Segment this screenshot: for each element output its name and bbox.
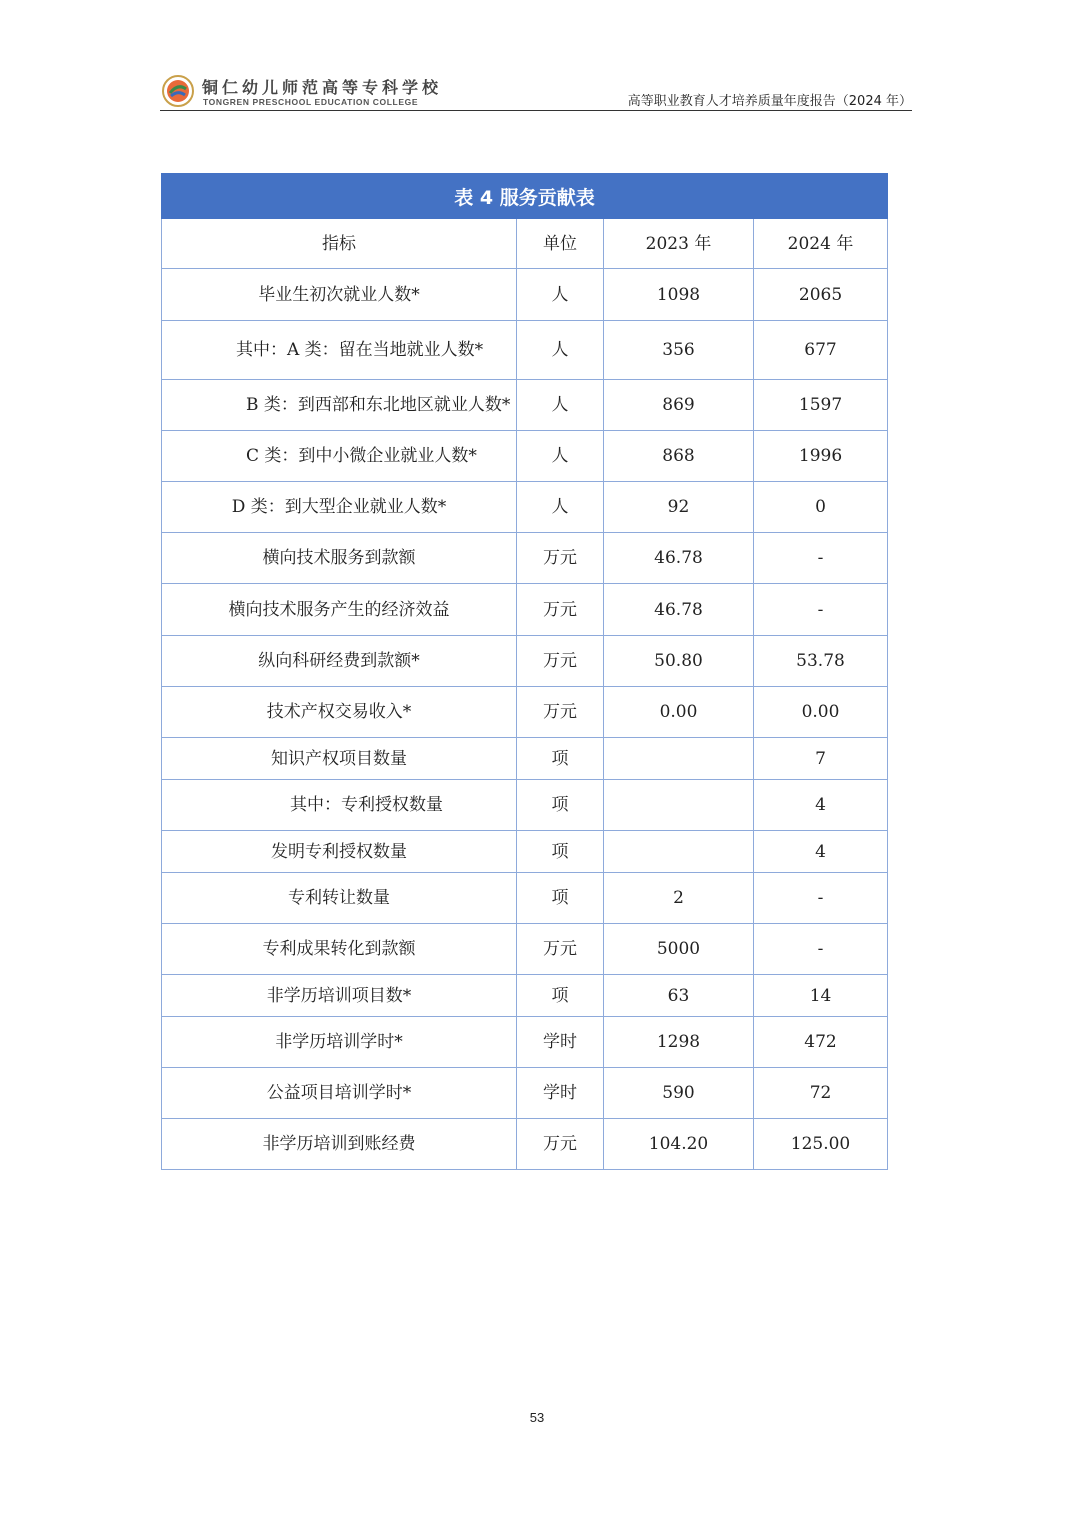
indicator-cell: 非学历培训项目数* (162, 975, 517, 1017)
table-row (162, 321, 888, 380)
year-2023-cell: 63 (604, 975, 754, 1017)
table-row (162, 431, 888, 482)
unit-cell: 项 (517, 975, 604, 1017)
indicator-cell: B 类：到西部和东北地区就业人数* (162, 380, 517, 431)
unit-cell: 万元 (517, 1119, 604, 1170)
year-2023-cell (604, 780, 754, 831)
table-row (162, 584, 888, 636)
year-2023-cell: 868 (604, 431, 754, 482)
year-2024-cell: 1597 (754, 380, 888, 431)
table-header-row (162, 219, 888, 269)
table-row (162, 1119, 888, 1170)
unit-cell: 人 (517, 321, 604, 380)
unit-cell: 万元 (517, 584, 604, 636)
year-2024-cell: - (754, 584, 888, 636)
year-2023-cell (604, 738, 754, 780)
year-2023-cell (604, 831, 754, 873)
year-2024-cell: 0.00 (754, 687, 888, 738)
year-2023-cell: 92 (604, 482, 754, 533)
year-2023-cell: 356 (604, 321, 754, 380)
year-2023-cell: 2 (604, 873, 754, 924)
table-row (162, 533, 888, 584)
table-row (162, 831, 888, 873)
year-2024-cell: 1996 (754, 431, 888, 482)
year-2023-cell: 590 (604, 1068, 754, 1119)
page-number: 53 (529, 1410, 545, 1425)
indicator-cell: 其中：专利授权数量 (162, 780, 517, 831)
school-name-cn: 铜仁幼儿师范高等专科学校 (202, 78, 443, 97)
year-2024-cell: 677 (754, 321, 888, 380)
indicator-cell: 其中：A 类：留在当地就业人数* (162, 321, 517, 380)
table-row (162, 924, 888, 975)
year-2023-cell: 1098 (604, 269, 754, 321)
year-2024-cell: - (754, 533, 888, 584)
indicator-cell: 专利成果转化到款额 (162, 924, 517, 975)
school-name-en: TONGREN PRESCHOOL EDUCATION COLLEGE (203, 97, 419, 107)
year-2023-cell: 46.78 (604, 584, 754, 636)
table-row (162, 738, 888, 780)
table-caption: 表 4 服务贡献表 (162, 174, 888, 219)
indicator-cell: D 类：到大型企业就业人数* (162, 482, 517, 533)
year-2023-cell: 869 (604, 380, 754, 431)
indicator-cell: 发明专利授权数量 (162, 831, 517, 873)
table-row (162, 1017, 888, 1068)
year-2023-cell: 5000 (604, 924, 754, 975)
year-2024-cell: 472 (754, 1017, 888, 1068)
column-header: 2023 年 (604, 219, 754, 269)
year-2024-cell: 53.78 (754, 636, 888, 687)
year-2024-cell: 125.00 (754, 1119, 888, 1170)
unit-cell: 项 (517, 738, 604, 780)
report-title: 高等职业教育人才培养质量年度报告（2024 年） (627, 94, 912, 109)
year-2024-cell: 4 (754, 831, 888, 873)
unit-cell: 人 (517, 482, 604, 533)
unit-cell: 人 (517, 380, 604, 431)
unit-cell: 万元 (517, 687, 604, 738)
indicator-cell: 毕业生初次就业人数* (162, 269, 517, 321)
table-row (162, 482, 888, 533)
indicator-cell: 非学历培训学时* (162, 1017, 517, 1068)
table-row (162, 780, 888, 831)
year-2024-cell: 72 (754, 1068, 888, 1119)
year-2023-cell: 104.20 (604, 1119, 754, 1170)
table-row (162, 636, 888, 687)
year-2024-cell: - (754, 873, 888, 924)
table-row (162, 687, 888, 738)
indicator-cell: 公益项目培训学时* (162, 1068, 517, 1119)
table-row (162, 269, 888, 321)
unit-cell: 学时 (517, 1068, 604, 1119)
unit-cell: 项 (517, 873, 604, 924)
indicator-cell: 横向技术服务到款额 (162, 533, 517, 584)
service-contribution-table (161, 173, 887, 1170)
column-header: 指标 (162, 219, 517, 269)
unit-cell: 项 (517, 831, 604, 873)
year-2023-cell: 46.78 (604, 533, 754, 584)
table-row (162, 1068, 888, 1119)
indicator-cell: 横向技术服务产生的经济效益 (162, 584, 517, 636)
year-2024-cell: 4 (754, 780, 888, 831)
indicator-cell: 知识产权项目数量 (162, 738, 517, 780)
unit-cell: 项 (517, 780, 604, 831)
unit-cell: 人 (517, 269, 604, 321)
year-2023-cell: 50.80 (604, 636, 754, 687)
year-2023-cell: 0.00 (604, 687, 754, 738)
page-header (160, 72, 912, 111)
unit-cell: 学时 (517, 1017, 604, 1068)
column-header: 2024 年 (754, 219, 888, 269)
indicator-cell: 技术产权交易收入* (162, 687, 517, 738)
unit-cell: 人 (517, 431, 604, 482)
table-row (162, 873, 888, 924)
unit-cell: 万元 (517, 924, 604, 975)
table-row (162, 380, 888, 431)
indicator-cell: 专利转让数量 (162, 873, 517, 924)
year-2024-cell: 0 (754, 482, 888, 533)
unit-cell: 万元 (517, 533, 604, 584)
year-2024-cell: 7 (754, 738, 888, 780)
school-logo-icon (162, 75, 194, 107)
year-2024-cell: 2065 (754, 269, 888, 321)
column-header: 单位 (517, 219, 604, 269)
indicator-cell: 非学历培训到账经费 (162, 1119, 517, 1170)
table-row (162, 975, 888, 1017)
year-2023-cell: 1298 (604, 1017, 754, 1068)
year-2024-cell: - (754, 924, 888, 975)
indicator-cell: C 类：到中小微企业就业人数* (162, 431, 517, 482)
year-2024-cell: 14 (754, 975, 888, 1017)
unit-cell: 万元 (517, 636, 604, 687)
indicator-cell: 纵向科研经费到款额* (162, 636, 517, 687)
